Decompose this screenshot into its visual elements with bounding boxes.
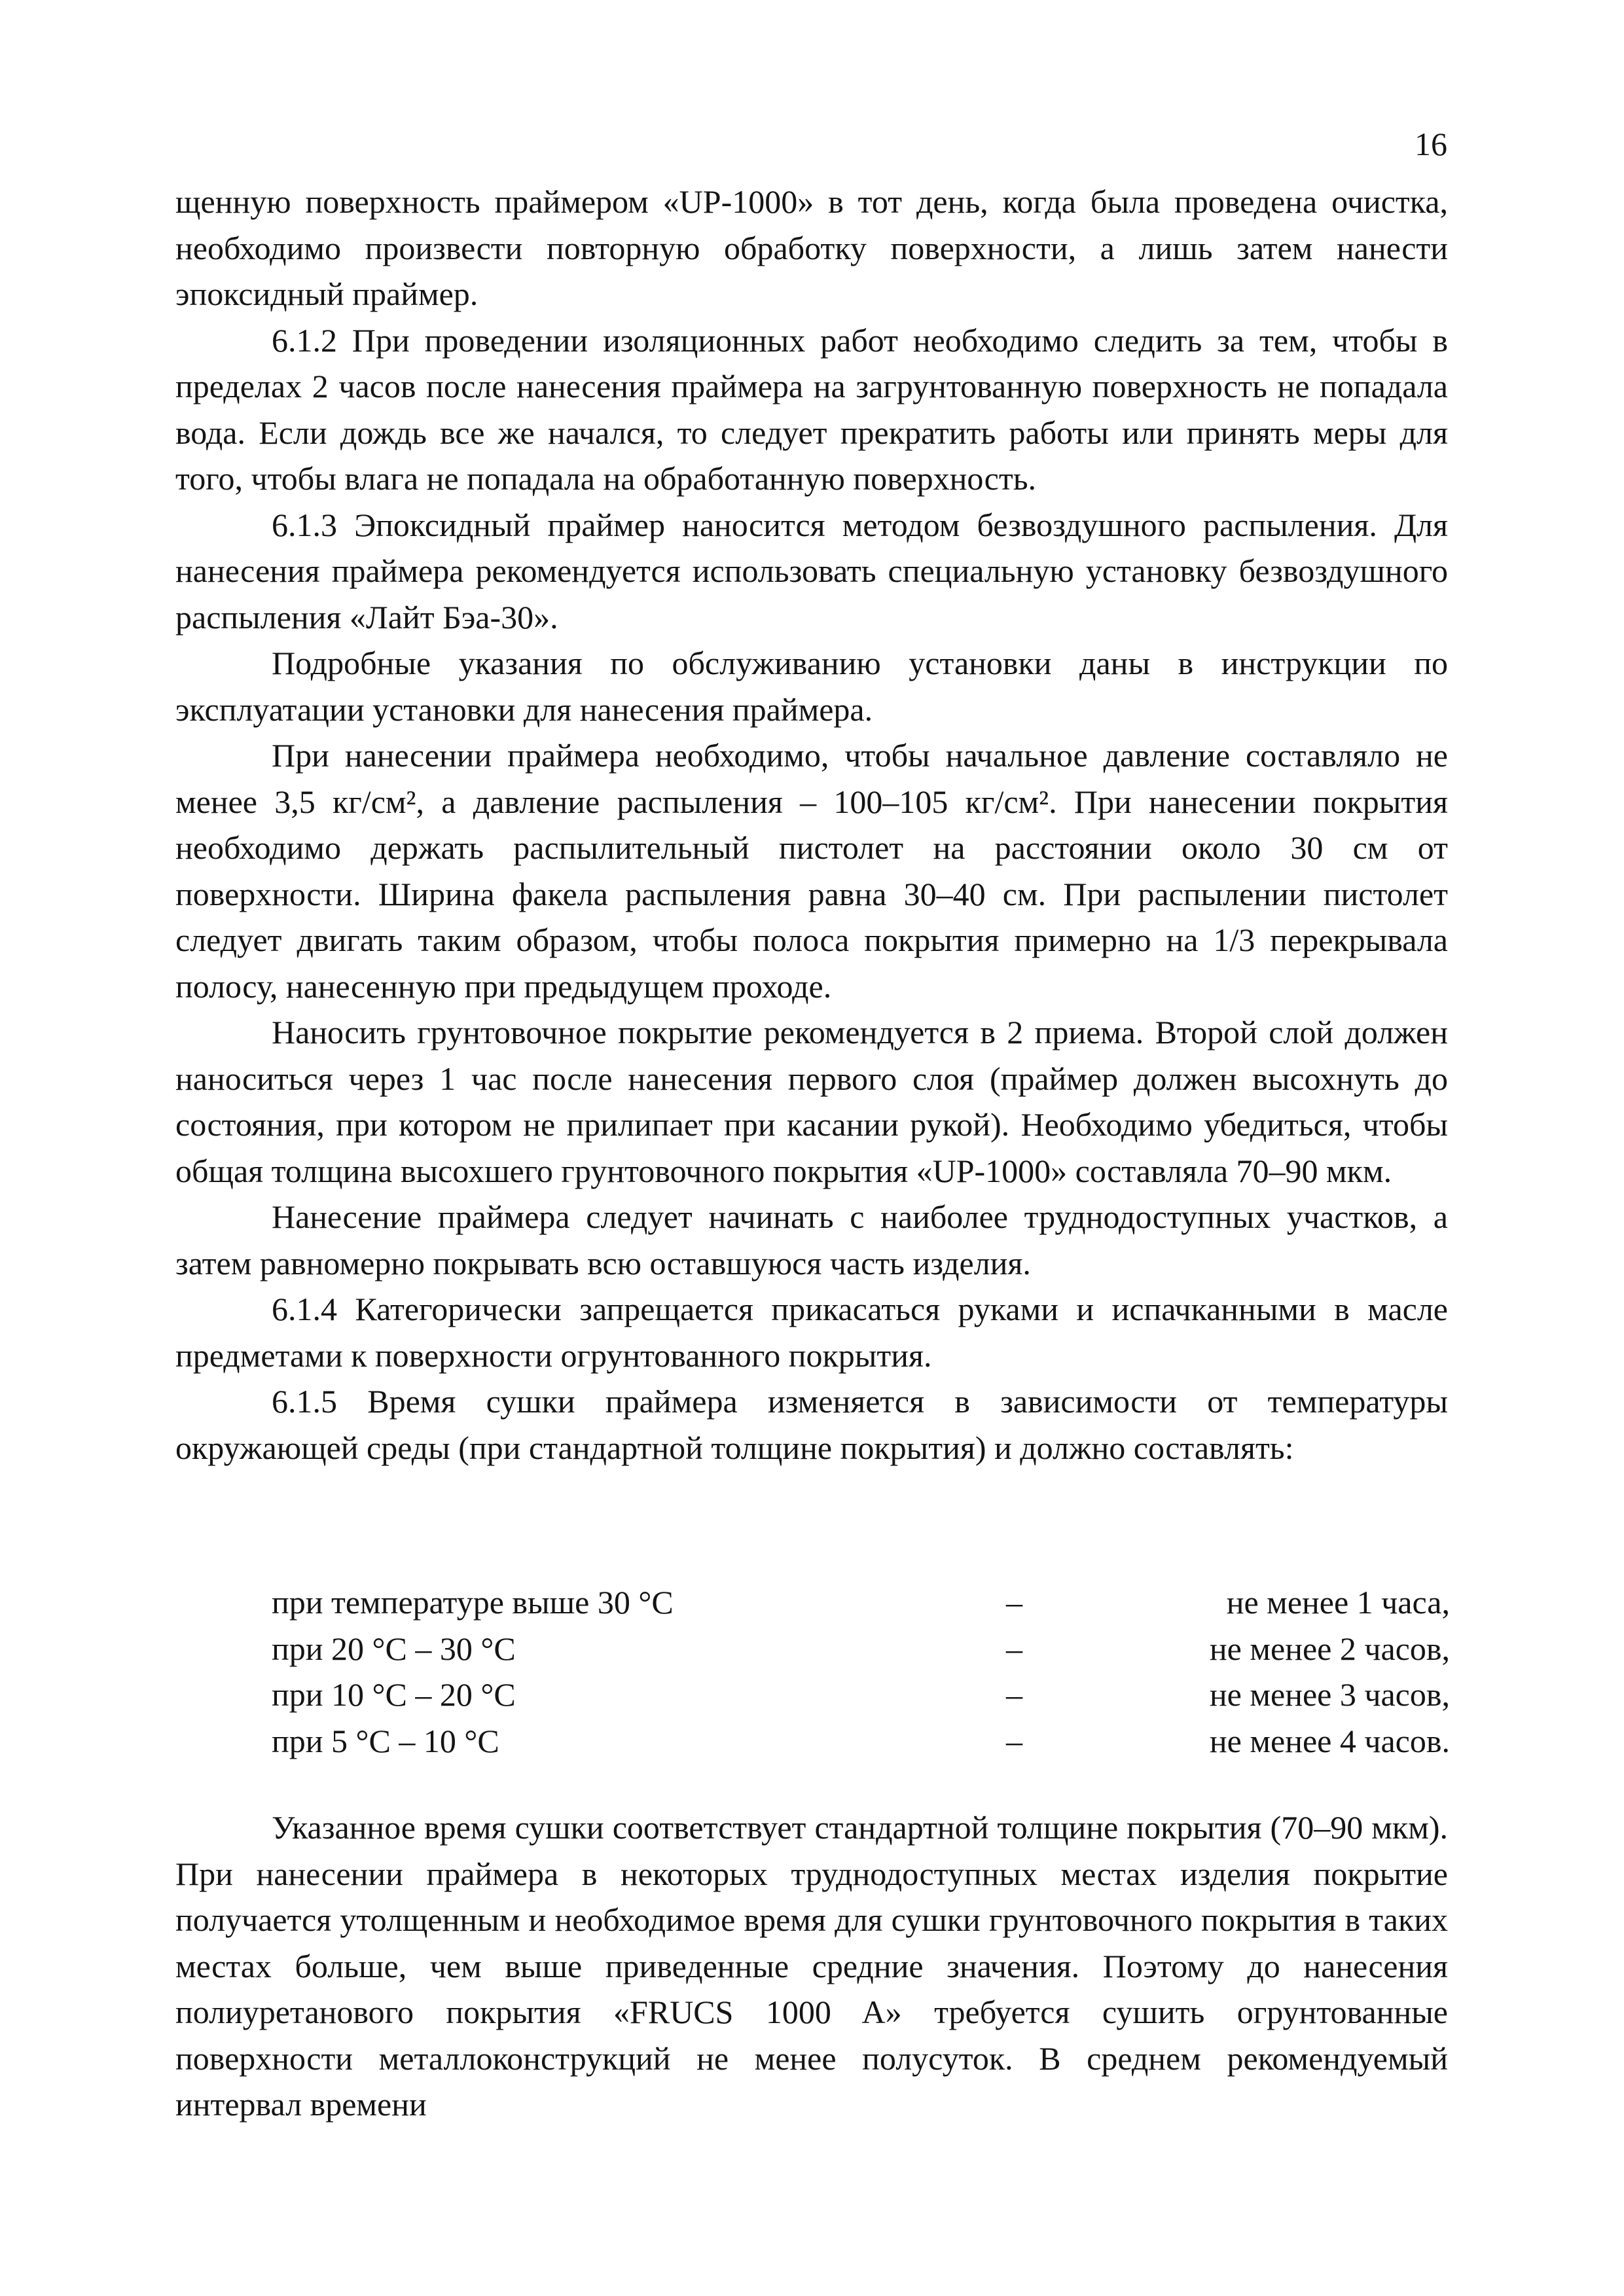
drying-dash: – bbox=[1006, 1722, 1022, 1759]
drying-condition: при 10 °С – 20 °С bbox=[272, 1676, 516, 1713]
page-number: 16 bbox=[1415, 126, 1447, 162]
drying-row bbox=[272, 1626, 1450, 1672]
drying-dash: – bbox=[1006, 1676, 1022, 1713]
drying-dash: – bbox=[1006, 1584, 1022, 1621]
main-text-block bbox=[175, 179, 1448, 1471]
paragraph-service-instructions: Подробные указания по обслуживанию установки даны в инструкции по эксплуатации установки для нанесения праймера. bbox=[175, 645, 1448, 728]
paragraph-6-1-5: 6.1.5 Время сушки праймера изменяется в зависимости от температуры окружающей среды (при стандартной толщине покрытия) и должно составлять: bbox=[175, 1383, 1448, 1466]
paragraph-6-1-4: 6.1.4 Категорически запрещается прикасаться руками и испачканными в масле предметами к поверхности огрунтованного покрытия. bbox=[175, 1291, 1448, 1374]
drying-row bbox=[272, 1579, 1450, 1626]
paragraph-6-1-2: 6.1.2 При проведении изоляционных работ необходимо следить за тем, чтобы в пределах 2 часов после нанесения праймера на загрунтованную поверхность не попадала вода. Если дождь все же начался, то следует прекратить работы или принять меры для того, чтобы влага не попадала на обработанную поверхность. bbox=[175, 321, 1448, 497]
paragraph-pressure: При нанесении праймера необходимо, чтобы начальное давление составляло не менее 3,5 кг/см², а давление распыления – 100–105 кг/см². При нанесении покрытия необходимо держать распылительный пистолет на расстоянии около 30 см от поверхности. Ширина факела распыления равна 30–40 см. При распылении пистолет следует двигать таким образом, чтобы полоса покрытия примерно на 1/3 перекрывала полосу, нанесенную при предыдущем проходе. bbox=[175, 737, 1448, 1005]
drying-row bbox=[272, 1672, 1450, 1718]
drying-time: не менее 1 часа, bbox=[1226, 1584, 1450, 1621]
paragraph-continuation: щенную поверхность праймером «UP-1000» в тот день, когда была проведена очистка, необходимо произвести повторную обработку поверхности, а лишь затем нанести эпоксидный праймер. bbox=[175, 183, 1448, 312]
drying-condition: при 5 °С – 10 °С bbox=[272, 1722, 499, 1759]
drying-condition: при 20 °С – 30 °С bbox=[272, 1630, 516, 1667]
drying-time: не менее 4 часов. bbox=[1209, 1722, 1450, 1759]
drying-time-table bbox=[272, 1579, 1450, 1764]
drying-time: не менее 3 часов, bbox=[1209, 1676, 1450, 1713]
paragraph-hard-to-reach: Нанесение праймера следует начинать с наиболее труднодоступных участков, а затем равномерно покрывать всю оставшуюся часть изделия. bbox=[175, 1198, 1448, 1282]
paragraph-drying-note: Указанное время сушки соответствует стандартной толщине покрытия (70–90 мкм). При нанесении праймера в некоторых труднодоступных местах изделия покрытие получается утолщенным и необходимое время для сушки грунтовочного покрытия в таких местах больше, чем выше приведенные средние значения. Поэтому до нанесения полиуретанового покрытия «FRUCS 1000 A» требуется сушить огрунтованные поверхности металлоконструкций не менее полусуток. В среднем рекомендуемый интервал времени bbox=[175, 1809, 1448, 2123]
paragraph-two-coats: Наносить грунтовочное покрытие рекомендуется в 2 приема. Второй слой должен наноситься через 1 час после нанесения первого слоя (праймер должен высохнуть до состояния, при котором не прилипает при касании рукой). Необходимо убедиться, чтобы общая толщина высохшего грунтовочного покрытия «UP-1000» составляла 70–90 мкм. bbox=[175, 1014, 1448, 1189]
drying-row bbox=[272, 1718, 1450, 1765]
drying-condition: при температуре выше 30 °С bbox=[272, 1584, 674, 1621]
drying-dash: – bbox=[1006, 1630, 1022, 1667]
drying-time: не менее 2 часов, bbox=[1209, 1630, 1450, 1667]
paragraph-6-1-3: 6.1.3 Эпоксидный праймер наносится методом безвоздушного распыления. Для нанесения праймера рекомендуется использовать специальную установку безвоздушного распыления «Лайт Бэа-30». bbox=[175, 506, 1448, 636]
final-text-block bbox=[175, 1804, 1448, 2128]
